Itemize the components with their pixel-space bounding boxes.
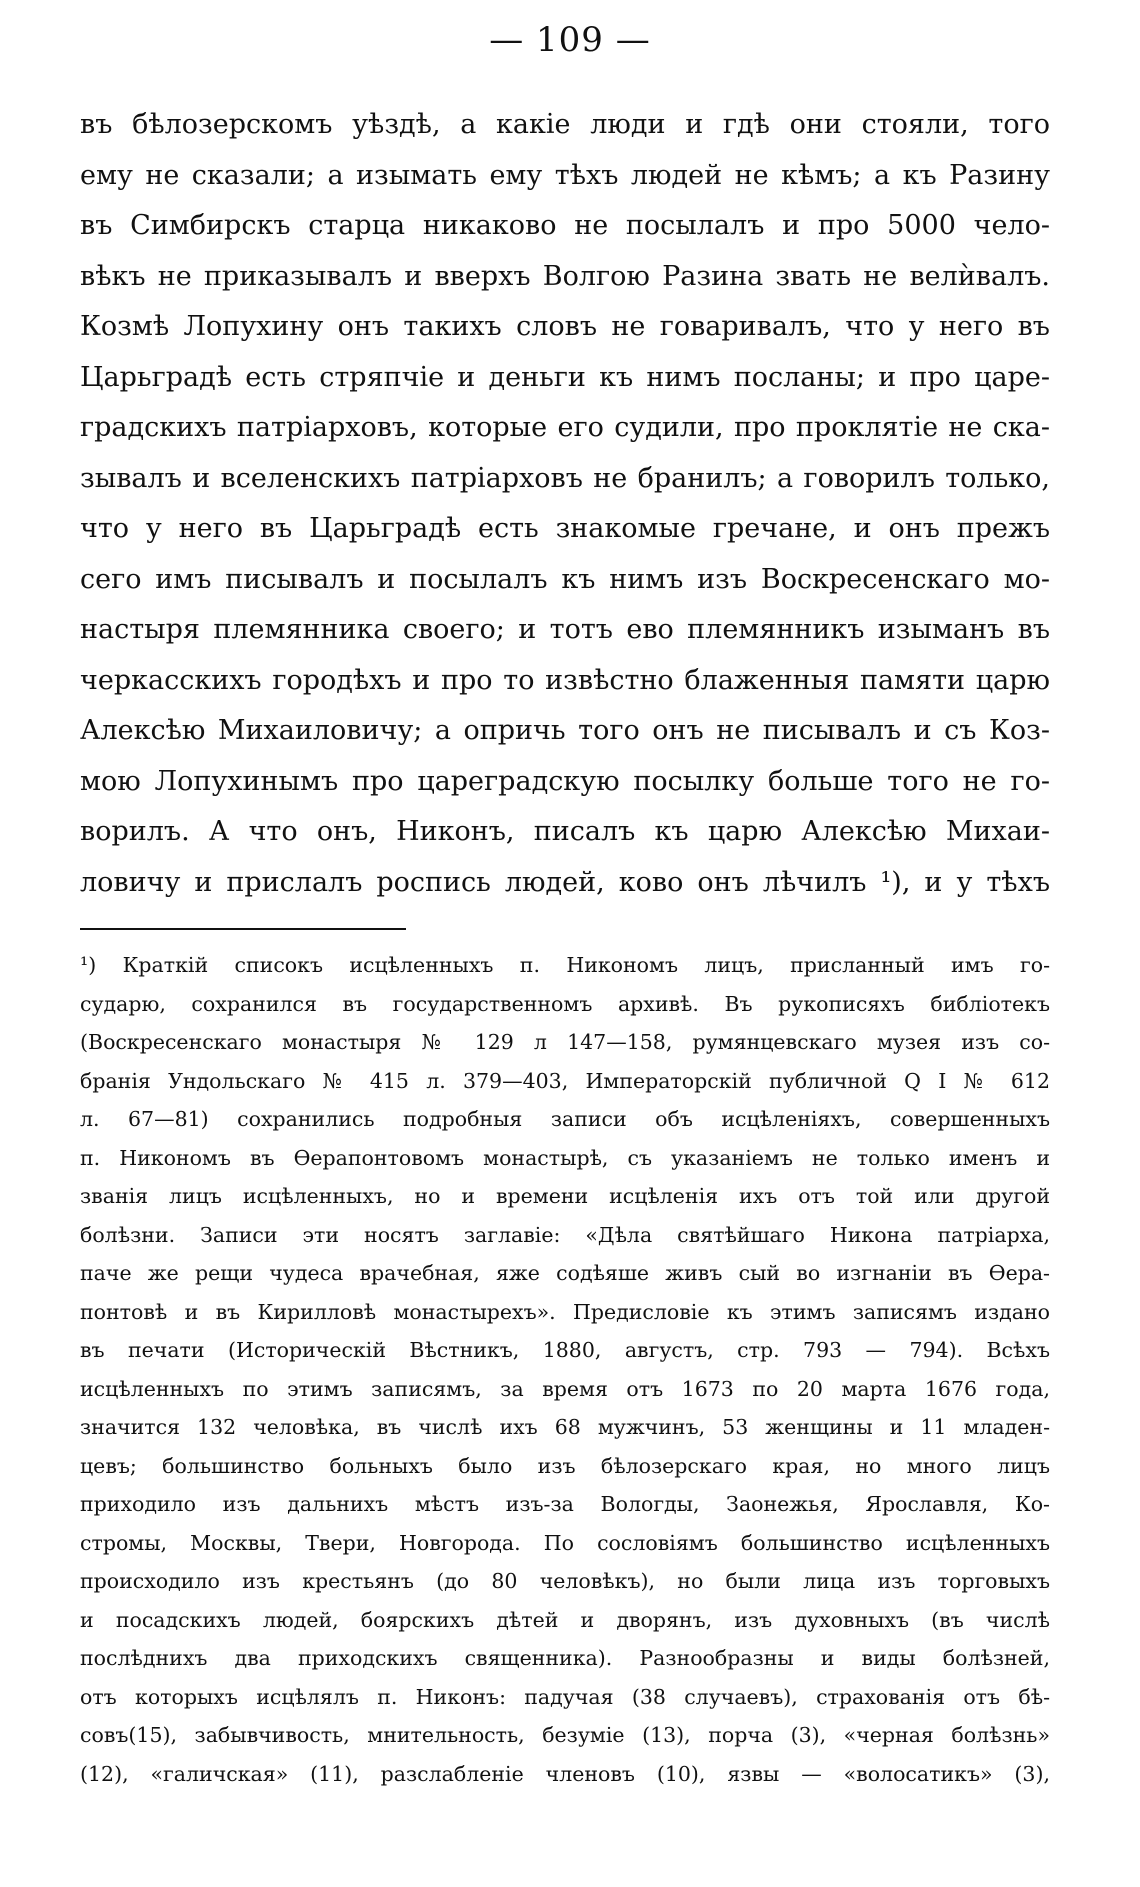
- text-line: Козмѣ Лопухину онъ такихъ словъ не говаривалъ, что у него въ: [80, 311, 1050, 342]
- footnote-line: званія лицъ исцѣленныхъ, но и времени исцѣленія ихъ отъ той или другой: [80, 1184, 1050, 1208]
- text-line: ему не сказали; а изымать ему тѣхъ людей не кѣмъ; а къ Разину: [80, 159, 1050, 191]
- footnote-line: исцѣленныхъ по этимъ записямъ, за время отъ 1673 по 20 марта 1676 года,: [80, 1376, 1050, 1401]
- text-line: въ бѣлозерскомъ уѣздѣ, а какіе люди и гдѣ они стояли, того: [80, 109, 1050, 140]
- footnote-line: въ печати (Историческій Вѣстникъ, 1880, августъ, стр. 793 — 794). Всѣхъ: [80, 1338, 1050, 1362]
- text-line: ловичу и прислалъ роспись людей, ково онъ лѣчилъ ¹), и у тѣхъ: [80, 866, 1050, 898]
- footnote-line: послѣднихъ два приходскихъ священника). Разнообразны и виды болѣзней,: [80, 1646, 1050, 1670]
- text-line: мою Лопухинымъ про цареградскую посылку больше того не го-: [80, 765, 1050, 797]
- footnote-line: паче же рещи чудеса врачебная, яже содѣяше живъ сый во изгнаніи въ Ѳера-: [80, 1261, 1050, 1285]
- footnote-line: сударю, сохранился въ государственномъ архивѣ. Въ рукописяхъ библіотекъ: [80, 991, 1050, 1016]
- text-line: черкасскихъ городѣхъ и про то извѣстно блаженныя памяти царю: [80, 664, 1050, 696]
- footnote-line: совъ(15), забывчивость, мнительность, безуміе (13), порча (3), «черная болѣзнь»: [80, 1723, 1050, 1747]
- footnote-separator: [80, 928, 406, 930]
- footnote-line: цевъ; большинство больныхъ было изъ бѣлозерскаго края, но много лицъ: [80, 1453, 1050, 1478]
- footnote-line: отъ которыхъ исцѣлялъ п. Никонъ: падучая (38 случаевъ), страхованія отъ бѣ-: [80, 1684, 1050, 1709]
- page-number: — 109 —: [489, 20, 651, 60]
- text-line: зывалъ и вселенскихъ патріарховъ не бранилъ; а говорилъ только,: [80, 462, 1050, 494]
- footnote-line: ¹) Краткій списокъ исцѣленныхъ п. Никономъ лицъ, присланный имъ го-: [80, 953, 1050, 977]
- text-line: градскихъ патріарховъ, которые его судили, про проклятіе не ска-: [80, 412, 1050, 443]
- text-line: вѣкъ не приказывалъ и вверхъ Волгою Разина звать не велѝвалъ.: [80, 260, 1050, 292]
- footnote-line: (12), «галичская» (11), разслабленіе членовъ (10), язвы — «волосатикъ» (3),: [80, 1761, 1050, 1786]
- footnote-line: приходило изъ дальнихъ мѣстъ изъ-за Вологды, Заонежья, Ярославля, Ко-: [80, 1492, 1050, 1516]
- text-line: Алексѣю Михаиловичу; а опричь того онъ не писывалъ и съ Коз-: [80, 715, 1050, 746]
- text-line: настыря племянника своего; и тотъ ево племянникъ изыманъ въ: [80, 614, 1050, 645]
- footnote-line: происходило изъ крестьянъ (до 80 человѣкъ), но были лица изъ торговыхъ: [80, 1569, 1050, 1593]
- footnote-line: понтовѣ и въ Кирилловѣ монастырехъ». Предисловіе къ этимъ записямъ издано: [80, 1299, 1050, 1324]
- footnote-line: стромы, Москвы, Твери, Новгорода. По сословіямъ большинство исцѣленныхъ: [80, 1530, 1050, 1555]
- footnote-line: бранія Ундольскаго № 415 л. 379—403, Императорскій публичной Q I № 612: [80, 1068, 1050, 1093]
- footnote-text: [80, 946, 1050, 1793]
- text-line: Царьградѣ есть стряпчіе и деньги къ нимъ посланы; и про царе-: [80, 361, 1050, 393]
- footnote-line: значится 132 человѣка, въ числѣ ихъ 68 мужчинъ, 53 женщины и 11 младен-: [80, 1415, 1050, 1439]
- text-line: что у него въ Царьградѣ есть знакомые гречане, и онъ прежъ: [80, 513, 1050, 544]
- footnote-line: л. 67—81) сохранились подробныя записи объ исцѣленіяхъ, совершенныхъ: [80, 1107, 1050, 1131]
- footnote-line: п. Никономъ въ Ѳерапонтовомъ монастырѣ, съ указаніемъ не только именъ и: [80, 1145, 1050, 1170]
- text-line: ворилъ. А что онъ, Никонъ, писалъ къ царю Алексѣю Михаи-: [80, 816, 1050, 847]
- main-body-text: [80, 100, 1050, 908]
- footnote-line: болѣзни. Записи эти носятъ заглавіе: «Дѣла святѣйшаго Никона патріарха,: [80, 1222, 1050, 1247]
- text-line: сего имъ писывалъ и посылалъ къ нимъ изъ Воскресенскаго мо-: [80, 563, 1050, 595]
- footnote-line: и посадскихъ людей, боярскихъ дѣтей и дворянъ, изъ духовныхъ (въ числѣ: [80, 1607, 1050, 1632]
- footnote-line: (Воскресенскаго монастыря № 129 л 147—158, румянцевскаго музея изъ со-: [80, 1030, 1050, 1054]
- text-line: въ Симбирскъ старца никаково не посылалъ и про 5000 чело-: [80, 210, 1050, 241]
